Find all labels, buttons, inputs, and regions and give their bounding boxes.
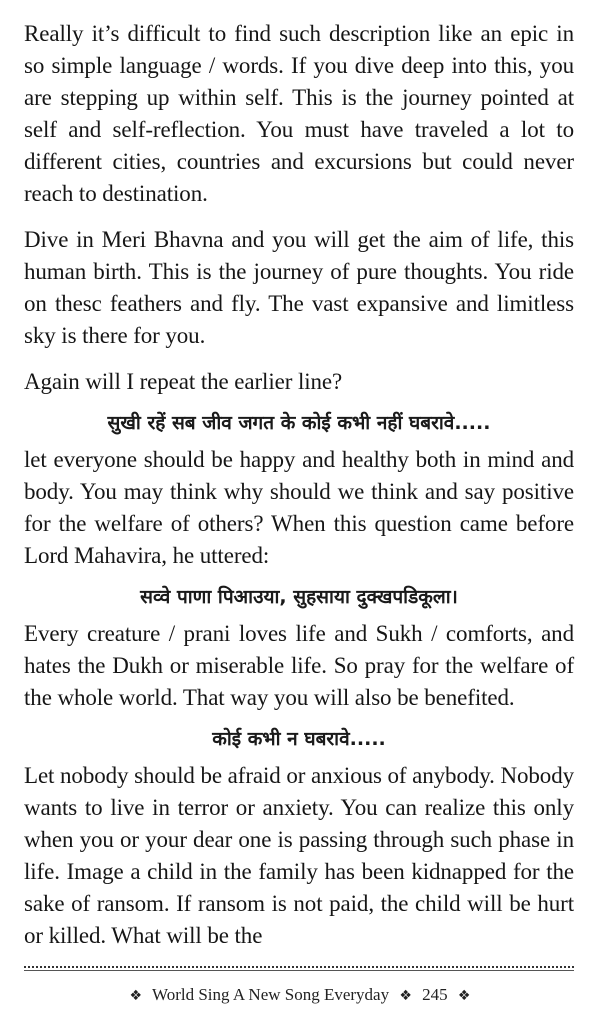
paragraph-6: Let nobody should be afraid or anxious of anybody. Nobody wants to live in terror or anxiety. You can realize this only when you or your dear one is passing through such phase in life. Image a child in the family has been kidnapped for the sake of ransom. If ransom is not paid, the child will be hurt or killed. What will be the <box>24 763 574 948</box>
paragraph-5: Every creature / prani loves life and Sukh / comforts, and hates the Dukh or miserable life. So pray for the welfare of the whole world. That way you will also be benefited. <box>24 621 574 710</box>
diamond-ornament-icon: ❖ <box>129 988 143 1004</box>
footer-solid-rule <box>24 970 574 971</box>
paragraph-3: Again will I repeat the earlier line? <box>24 369 343 394</box>
hindi-verse-3: कोई कभी न घबरावे..... <box>212 728 386 750</box>
book-title: World Sing A New Song Everyday <box>152 985 390 1004</box>
prakrit-verse-2: सव्वे पाणा पिआउया, सुहसाया दुक्खपडिकूला। <box>140 586 458 608</box>
page-number: 245 <box>422 985 448 1004</box>
diamond-ornament-icon: ❖ <box>457 988 471 1004</box>
paragraph-1: Really it’s difficult to find such description like an epic in so simple language / words. If you dive deep into this, you are stepping up within self. This is the journey pointed at self and self-reflection. You must have traveled a lot to different cities, countries and excursions but could never reach to destination. <box>24 21 574 206</box>
page-footer <box>0 984 600 1007</box>
hindi-verse-1: सुखी रहें सब जीव जगत के कोई कभी नहीं घबरावे..... <box>107 412 491 434</box>
footer-dotted-rule <box>24 966 574 968</box>
paragraph-4: let everyone should be happy and healthy both in mind and body. You may think why should we think and say positive for the welfare of others? When this question came before Lord Mahavira, he uttered: <box>24 447 574 568</box>
diamond-ornament-icon: ❖ <box>399 988 412 1004</box>
paragraph-2: Dive in Meri Bhavna and you will get the aim of life, this human birth. This is the journey of pure thoughts. You ride on thesc feathers and fly. The vast expansive and limitless sky is there for you. <box>24 227 574 348</box>
